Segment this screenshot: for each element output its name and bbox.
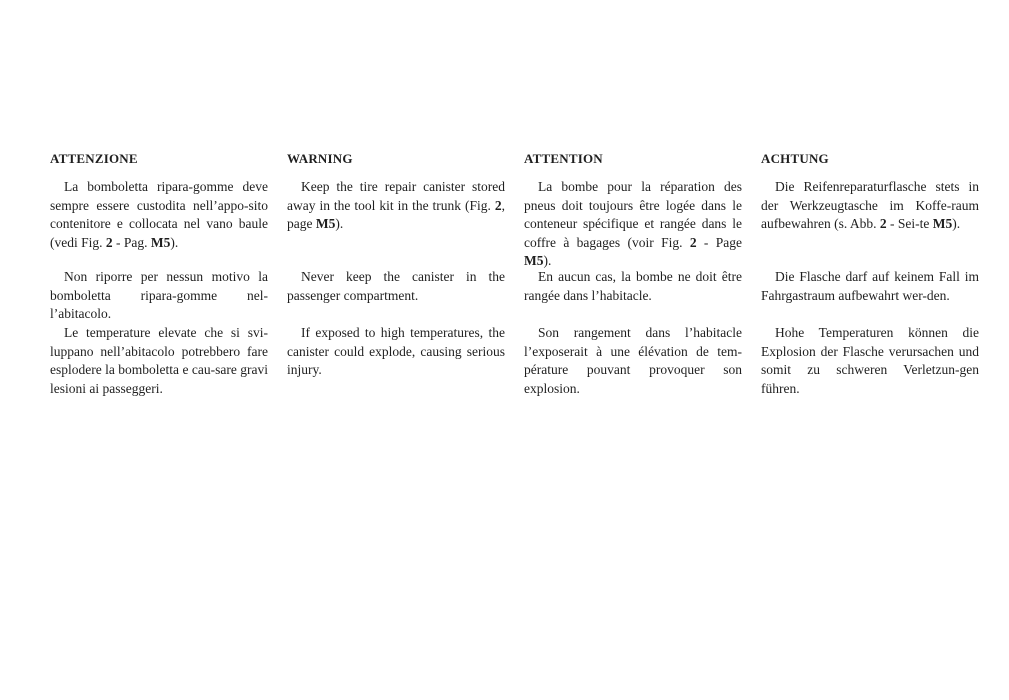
storage-instruction-paragraph: [524, 178, 742, 268]
page-reference: M5: [524, 253, 544, 268]
page-reference: M5: [932, 216, 953, 231]
closing-text: ).: [335, 216, 344, 231]
storage-text: Die Reifenreparaturflasche stets in der Werkzeugtasche im Koffe-raum aufbewahren (s. Abb.: [761, 179, 979, 231]
warning-heading: WARNING: [287, 151, 353, 166]
figure-reference: 2: [689, 234, 697, 250]
temperature-warning-paragraph: Le temperature elevate che si svi-luppano nell’abitacolo potrebbero fare esplodere la bomboletta e cau-sare gravi lesioni ai passeggeri.: [50, 325, 268, 396]
column-english: [287, 150, 505, 380]
temperature-warning-paragraph: Hohe Temperaturen können die Explosion der Flasche verursachen und somit zu schweren Verletzun-gen führen.: [761, 325, 979, 396]
cabin-warning-paragraph: Die Flasche darf auf keinem Fall im Fahrgastraum aufbewahrt wer-den.: [761, 269, 979, 303]
closing-text: ).: [952, 216, 961, 231]
cabin-warning-paragraph: Non riporre per nessun motivo la bomboletta ripara-gomme nel-l’abitacolo.: [50, 269, 268, 321]
storage-instruction-paragraph: [287, 178, 505, 268]
column-italian: [50, 150, 268, 398]
closing-text: ).: [543, 253, 552, 268]
cabin-warning-paragraph: En aucun cas, la bombe ne doit être rangée dans l’habitacle.: [524, 269, 742, 303]
figure-reference: 2: [494, 197, 502, 213]
storage-text: La bombe pour la réparation des pneus doit toujours être logée dans le conteneur spécifique et rangée dans le coffre à bagages (voir Fig.: [524, 179, 742, 250]
storage-text: La bomboletta ripara-gomme deve sempre essere custodita nell’appo-sito contenitore e collocata nel vano baule (vedi Fig.: [50, 179, 268, 250]
page-label: - Pag.: [112, 234, 151, 250]
page-label: - Sei-te: [886, 216, 933, 231]
page-reference: M5: [150, 234, 171, 250]
cabin-warning-paragraph: Never keep the canister in the passenger compartment.: [287, 269, 505, 303]
temperature-warning-paragraph: Son rangement dans l’habitacle l’exposerait à une élévation de tem-pérature pouvant provoquer son explosion.: [524, 325, 742, 396]
storage-text: Keep the tire repair canister stored away in the tool kit in the trunk (Fig.: [287, 179, 505, 213]
column-french: [524, 150, 742, 398]
warning-heading: ATTENZIONE: [50, 151, 138, 166]
figure-reference: 2: [879, 216, 887, 231]
warning-heading: ACHTUNG: [761, 151, 829, 166]
closing-text: ).: [170, 234, 179, 250]
page-reference: M5: [315, 216, 336, 231]
page-label: - Page: [696, 234, 742, 250]
page-label: , page: [287, 197, 505, 231]
temperature-warning-paragraph: If exposed to high temperatures, the canister could explode, causing serious injury.: [287, 325, 505, 377]
column-german: [761, 150, 979, 398]
storage-instruction-paragraph: [50, 178, 268, 268]
storage-instruction-paragraph: [761, 178, 979, 268]
warning-heading: ATTENTION: [524, 151, 603, 166]
figure-reference: 2: [105, 234, 113, 250]
